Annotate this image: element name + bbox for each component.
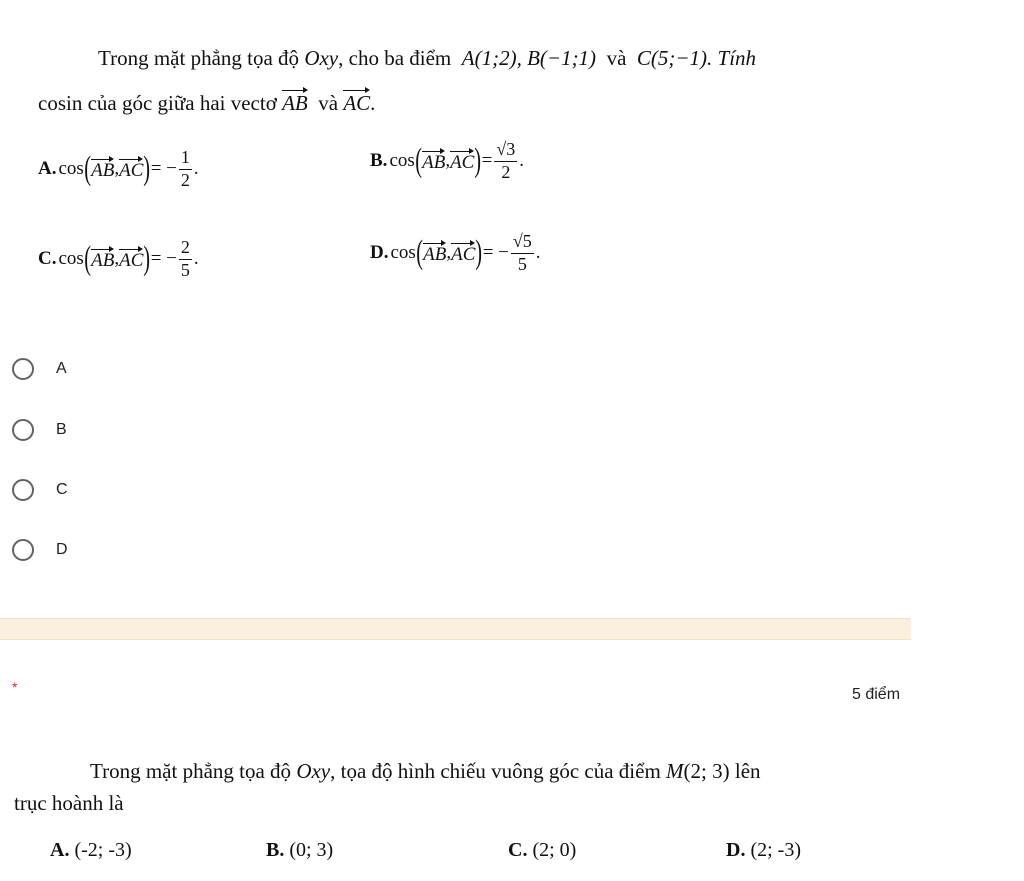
- q1-line2-text: cosin của góc giữa hai vectơ: [38, 91, 277, 115]
- question2-line1: [90, 759, 761, 784]
- fraction: [179, 148, 192, 191]
- equals-sign: = −: [150, 248, 177, 270]
- q2-oxy: Oxy: [296, 759, 331, 783]
- q2-option-a: [50, 839, 132, 862]
- q2-point-m-coords: (2; 3) lên: [683, 759, 761, 783]
- q1-option-label: C.: [38, 248, 57, 270]
- radio-icon[interactable]: [12, 539, 34, 561]
- q1-points-ab: A(1;2), B(−1;1): [461, 46, 597, 70]
- numerator: 2: [179, 238, 192, 260]
- vector-ab: AB: [422, 149, 445, 174]
- equals-sign: =: [481, 150, 493, 172]
- q2-option-label: B.: [266, 839, 285, 861]
- q1-line2-and: và: [318, 91, 339, 115]
- cos-func: cos: [58, 158, 84, 180]
- q2-option-value: (2; -3): [750, 839, 801, 861]
- q1-text: Trong mặt phẳng tọa độ: [98, 46, 300, 70]
- question2-line2: trục hoành là: [14, 791, 124, 815]
- q2-option-c: [508, 839, 576, 862]
- period: .: [519, 150, 525, 172]
- numerator: √5: [511, 232, 534, 254]
- answer-choice-b[interactable]: [12, 419, 67, 441]
- q1-option-c: C. cos ( AB , AC ) = − $\frac{2}{5}$ .: [38, 237, 199, 280]
- q1-vector-ac: AC: [343, 88, 370, 116]
- q2-option-d: [726, 839, 801, 862]
- q1-option-label: B.: [370, 150, 388, 172]
- answer-label: C: [56, 481, 68, 498]
- period: .: [193, 248, 199, 270]
- denominator: 5: [517, 253, 527, 274]
- cos-func: cos: [58, 248, 84, 270]
- q2-option-label: C.: [508, 839, 528, 861]
- answer-label: B: [56, 421, 67, 438]
- fraction: [179, 238, 192, 281]
- q2-option-value: (-2; -3): [74, 839, 132, 861]
- fraction: [511, 232, 534, 275]
- vector-ab: AB: [423, 241, 446, 266]
- equals-sign: = −: [482, 242, 509, 264]
- vector-ab: AB: [91, 157, 114, 182]
- vector-ac: AC: [451, 241, 475, 266]
- q1-option-a: A. cos ( AB , AC ) = − $\frac{1}{2}$ .: [38, 147, 199, 190]
- question1-line1: [98, 46, 756, 71]
- cos-func: cos: [390, 242, 416, 264]
- denominator: 5: [180, 259, 190, 280]
- period: .: [193, 158, 199, 180]
- q2-text-2: , tọa độ hình chiếu vuông góc của điểm: [330, 759, 661, 783]
- section-divider: [0, 618, 911, 640]
- q1-vector-ab: AB: [282, 88, 308, 116]
- q1-oxy: Oxy: [304, 46, 339, 70]
- denominator: 2: [501, 161, 511, 182]
- numerator: √3: [494, 140, 517, 162]
- answer-choice-c[interactable]: [12, 479, 68, 501]
- q1-and: và: [606, 46, 627, 70]
- question1-line2: [38, 88, 375, 116]
- q1-option-b: B. cos ( AB , AC ) = $\frac{√3}{2}$ .: [370, 139, 525, 182]
- q1-line2-end: .: [370, 91, 376, 115]
- answer-label: D: [56, 541, 68, 558]
- q2-option-value: (0; 3): [289, 839, 334, 861]
- radio-icon[interactable]: [12, 479, 34, 501]
- q2-text: Trong mặt phẳng tọa độ: [90, 759, 292, 783]
- radio-icon[interactable]: [12, 358, 34, 380]
- q1-option-d: D. cos ( AB , AC ) = − $\frac{√5}{5}$ .: [370, 231, 541, 274]
- q2-option-b: [266, 839, 333, 862]
- fraction: [494, 140, 517, 183]
- radio-icon[interactable]: [12, 419, 34, 441]
- period: .: [535, 242, 541, 264]
- q2-option-label: D.: [726, 839, 746, 861]
- q1-point-c: C(5;−1). Tính: [636, 46, 757, 70]
- numerator: 1: [179, 148, 192, 170]
- equals-sign: = −: [150, 158, 177, 180]
- q2-option-value: (2; 0): [532, 839, 577, 861]
- q1-option-label: A.: [38, 158, 57, 180]
- q2-point-m: M: [666, 759, 684, 783]
- vector-ac: AC: [119, 157, 143, 182]
- answer-label: A: [56, 360, 67, 377]
- answer-choice-a[interactable]: [12, 358, 67, 380]
- q1-option-label: D.: [370, 242, 389, 264]
- vector-ac: AC: [450, 149, 474, 174]
- denominator: 2: [180, 169, 190, 190]
- q2-option-label: A.: [50, 839, 70, 861]
- cos-func: cos: [389, 150, 415, 172]
- vector-ac: AC: [119, 247, 143, 272]
- points-label: 5 điểm: [852, 686, 901, 703]
- vector-ab: AB: [91, 247, 114, 272]
- q1-text-2: , cho ba điểm: [338, 46, 452, 70]
- required-asterisk: *: [12, 679, 18, 695]
- answer-choice-d[interactable]: [12, 539, 68, 561]
